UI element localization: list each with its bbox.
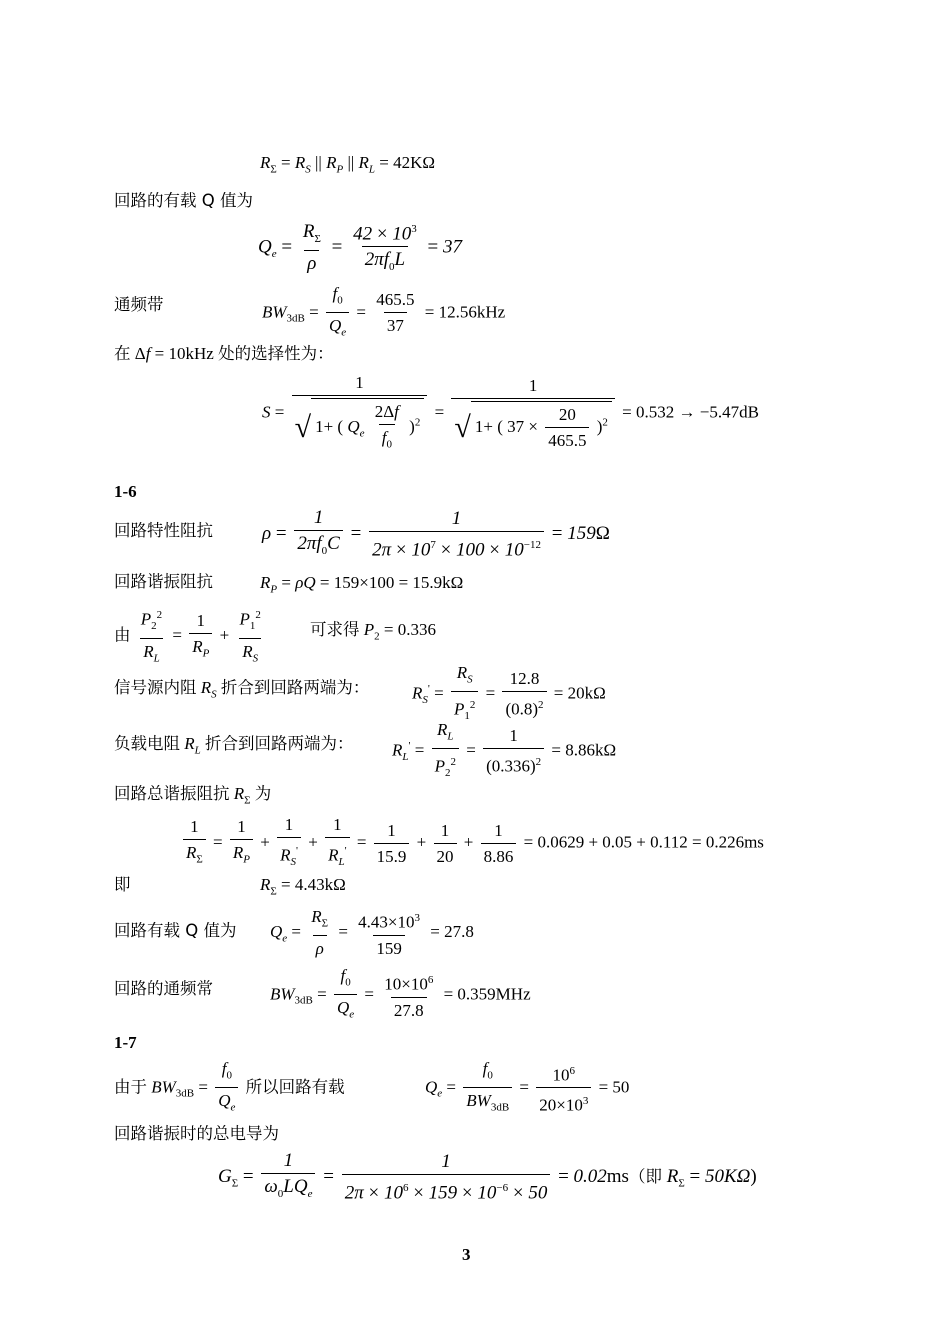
q-intro-text: 回路的有载 Q 值为: [114, 191, 253, 210]
rp-label: 回路谐振阻抗: [114, 572, 213, 591]
page-number: 3: [462, 1245, 471, 1264]
p2-result-label: 可求得: [310, 620, 360, 639]
p2-prefix: 由: [114, 625, 131, 645]
p2-result: 可求得 $P_2 = 0.336$: [310, 620, 436, 643]
equation-rs: $R_S'$ = $\frac{R_S}{P_1^2}$ = $\frac{12.8}{(0.8)^2}$ = 20kΩ: [412, 662, 606, 727]
equation-selectivity: S = 1 √ 1+ ( $Q_e$ $\frac{2\Delta f}{f_0}$ )$^2$ = 1 √ 1+ ( 37 × $\frac{20}{465.5}$ )$^2$ = 0.532 → −5.47dB: [262, 372, 759, 455]
bw2-label: 回路的通频常: [114, 979, 213, 998]
equation-rp: $R_P = \rho Q = 159\times 100 = 15.9k\Omega$: [260, 573, 464, 596]
equation-g: $G_\Sigma$ = $\frac{1}{\omega_0LQ_e}$ = $\frac{1}{2\pi \times 10^6 \times 159 \times 10^{-6} \times 50}$ = 0.02ms（即 $R_\Sigma = 50K\Omega$): [218, 1150, 757, 1204]
g-label: 回路谐振时的总电导为: [114, 1124, 279, 1143]
equation-rsum: $\frac{1}{R_\Sigma}$ = $\frac{1}{R_P}$ + $\frac{1}{R_S'}$ + $\frac{1}{R_L'}$ = $\frac{1}{15.9}$ + $\frac{1}{20}$ + $\frac{1}{8.86}$ = 0.0629 + 0.05 + 0.112 = 0.226ms: [180, 814, 764, 873]
equation-rsum-total: $R_\Sigma = R_S$ || $R_P$ || $R_L = 42K\Omega$: [260, 153, 436, 176]
heading-1-6: 1-6: [114, 482, 137, 501]
equation-rl: $R_L'$ = $\frac{R_L}{P_2^2}$ = $\frac{1}{(0.336)^2}$ = 8.86kΩ: [392, 719, 616, 784]
rl-label: 负载电阻 $R_L$ 折合到回路两端为：: [114, 734, 354, 757]
bw-label: 通频带: [114, 295, 164, 314]
equation-bw: $BW_{3dB}$ = $\frac{f_0}{Q_e}$ = $\frac{465.5}{37}$ = 12.56kHz: [262, 283, 505, 344]
rs-label: 信号源内阻 $R_S$ 折合到回路两端为：: [114, 678, 370, 701]
qe-label: 回路有载 Q 值为: [114, 921, 237, 940]
rsum-label: 回路总谐振阻抗 $R_\Sigma$ 为: [114, 784, 272, 807]
equation-rsum-value: $R_\Sigma = 4.43k\Omega$: [260, 875, 346, 898]
equation-rho: ρ = $\frac{1}{2\pi f_0C}$ = $\frac{1}{2\pi \times 10^7 \times 100 \times 10^{-12}}$ = 159Ω: [262, 507, 610, 561]
heading-1-7: 1-7: [114, 1033, 137, 1052]
p2-line: 由 $\frac{P_2^2}{R_L}$ = $\frac{1}{R_P}$ + $\frac{P_1^2}{R_S}$: [114, 604, 267, 669]
selectivity-intro: 在 Δf = 10kHz 处的选择性为：: [114, 344, 334, 363]
equation-q: $Q_e$ = $\frac{R_\Sigma}{\rho}$ = $\frac{42 \times 10^3}{2\pi f_0L}$ = 37: [258, 218, 462, 278]
equation-qe: $Q_e$ = $\frac{R_\Sigma}{\rho}$ = $\frac{4.43\times 10^3}{159}$ = 27.8: [270, 907, 474, 959]
equation-bw2: $BW_{3dB}$ = $\frac{f_0}{Q_e}$ = $\frac{10\times 10^6}{27.8}$ = 0.359MHz: [270, 965, 531, 1026]
bw3-line: 由于 $BW_{3dB}$ = $\frac{f_0}{Q_e}$ 所以回路有载: [114, 1058, 345, 1119]
rho-label: 回路特性阻抗: [114, 521, 213, 540]
ji-label: 即: [114, 875, 131, 894]
equation-bw3: $Q_e$ = $\frac{f_0}{BW_{3dB}}$ = $\frac{10^6}{20\times 10^3}$ = 50: [425, 1058, 629, 1119]
